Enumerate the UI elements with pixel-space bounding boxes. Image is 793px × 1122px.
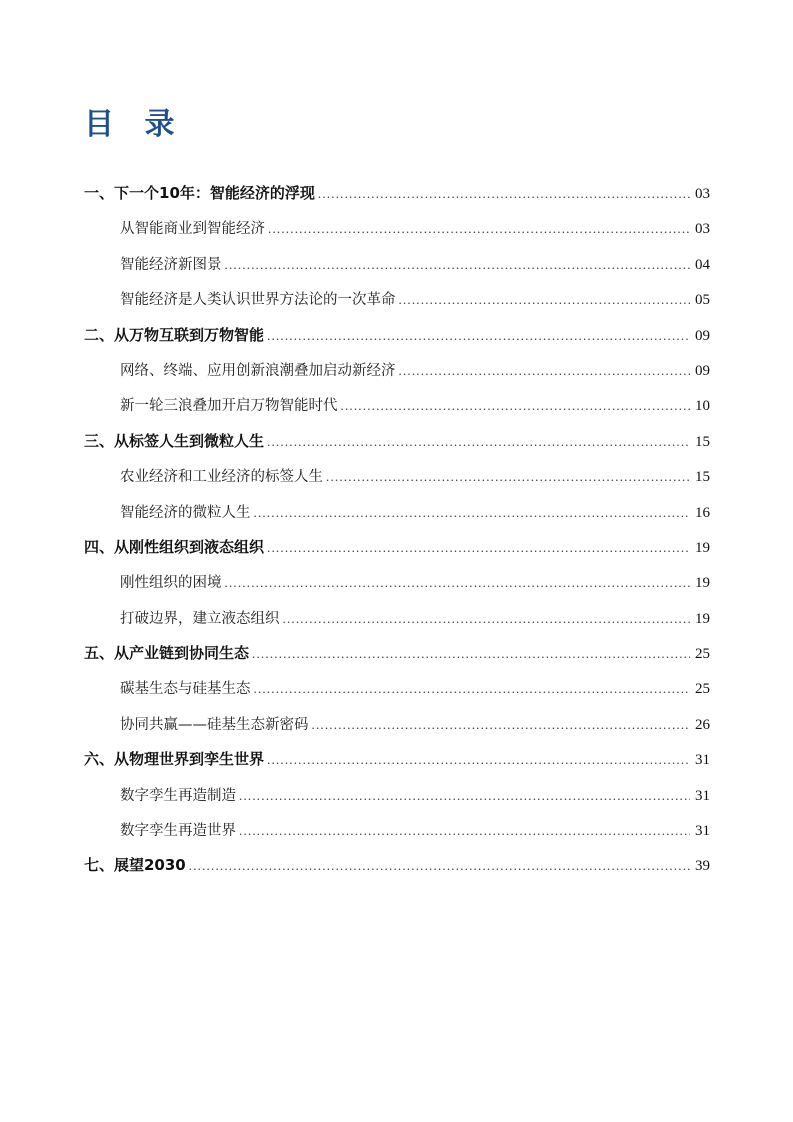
subsection-title: 网络、终端、应用创新浪潮叠加启动新经济 xyxy=(120,362,396,379)
toc-subsection-1-2[interactable] xyxy=(84,247,710,282)
dot-leader xyxy=(267,318,690,353)
section-title: 三、从标签人生到微粒人生 xyxy=(84,431,265,450)
subsection-title: 从智能商业到智能经济 xyxy=(120,221,265,238)
subsection-title: 协同共赢——硅基生态新密码 xyxy=(120,716,309,733)
dot-leader xyxy=(252,636,690,671)
dot-leader xyxy=(399,353,691,388)
page-number: 03 xyxy=(695,186,710,202)
dot-leader xyxy=(267,530,690,565)
page-number: 05 xyxy=(695,292,710,309)
section-title: 五、从产业链到协同生态 xyxy=(84,644,250,663)
page-number: 31 xyxy=(695,752,710,769)
page-number: 15 xyxy=(695,433,710,450)
toc-subsection-2-2[interactable] xyxy=(84,388,710,423)
toc-section-2[interactable] xyxy=(84,318,710,353)
toc-subsection-4-1[interactable] xyxy=(84,565,710,600)
toc-subsection-1-3[interactable] xyxy=(84,282,710,317)
subsection-title: 刚性组织的困境 xyxy=(120,575,222,592)
toc-subsection-3-2[interactable] xyxy=(84,495,710,530)
dot-leader xyxy=(239,778,690,813)
page-number: 25 xyxy=(695,646,710,663)
toc-subsection-5-1[interactable] xyxy=(84,671,710,706)
dot-leader xyxy=(189,848,690,883)
page-number: 09 xyxy=(695,327,710,344)
page-number: 31 xyxy=(695,787,710,804)
page-number: 15 xyxy=(695,469,710,486)
section-title: 二、从万物互联到万物智能 xyxy=(84,325,265,344)
page-number: 03 xyxy=(695,221,710,238)
page-number: 31 xyxy=(695,823,710,840)
section-title: 六、从物理世界到孪生世界 xyxy=(84,750,265,769)
dot-leader xyxy=(254,495,691,530)
dot-leader xyxy=(268,211,690,246)
toc-section-5[interactable] xyxy=(84,636,710,671)
toc-subsection-3-1[interactable] xyxy=(84,459,710,494)
subsection-title: 智能经济是人类认识世界方法论的一次革命 xyxy=(120,292,396,309)
toc-subsection-2-1[interactable] xyxy=(84,353,710,388)
subsection-title: 碳基生态与硅基生态 xyxy=(120,681,251,698)
dot-leader xyxy=(225,565,691,600)
toc-section-6[interactable] xyxy=(84,742,710,777)
page-title: 目 录 xyxy=(84,107,185,142)
section-title: 一、下一个10年：智能经济的浮现 xyxy=(84,184,315,202)
dot-leader xyxy=(283,601,691,636)
section-title: 四、从刚性组织到液态组织 xyxy=(84,537,265,556)
subsection-title: 智能经济的微粒人生 xyxy=(120,504,251,521)
toc-subsection-6-1[interactable] xyxy=(84,778,710,813)
dot-leader xyxy=(225,247,691,282)
page-number: 16 xyxy=(695,504,710,521)
page-number: 25 xyxy=(695,681,710,698)
toc-subsection-6-2[interactable] xyxy=(84,813,710,848)
toc-section-3[interactable] xyxy=(84,424,710,459)
toc-subsection-4-2[interactable] xyxy=(84,601,710,636)
toc-subsection-5-2[interactable] xyxy=(84,707,710,742)
page-number: 10 xyxy=(695,398,710,415)
dot-leader xyxy=(254,671,691,706)
subsection-title: 智能经济新图景 xyxy=(120,256,222,273)
toc-section-1[interactable] xyxy=(84,176,710,211)
page-number: 19 xyxy=(695,539,710,556)
page-number: 04 xyxy=(695,256,710,273)
page-number: 09 xyxy=(695,362,710,379)
toc-section-4[interactable] xyxy=(84,530,710,565)
section-title: 七、展望2030 xyxy=(84,856,186,875)
page-number: 19 xyxy=(695,575,710,592)
dot-leader xyxy=(318,176,690,211)
page-number: 19 xyxy=(695,610,710,627)
page-number: 26 xyxy=(695,716,710,733)
toc-section-7[interactable] xyxy=(84,848,710,883)
page-number: 39 xyxy=(695,858,710,875)
subsection-title: 打破边界，建立液态组织 xyxy=(120,610,280,627)
subsection-title: 数字孪生再造世界 xyxy=(120,823,236,840)
dot-leader xyxy=(267,742,690,777)
dot-leader xyxy=(312,707,691,742)
toc-subsection-1-1[interactable] xyxy=(84,211,710,246)
subsection-title: 新一轮三浪叠加开启万物智能时代 xyxy=(120,398,338,415)
subsection-title: 数字孪生再造制造 xyxy=(120,787,236,804)
dot-leader xyxy=(399,282,691,317)
dot-leader xyxy=(267,424,690,459)
dot-leader xyxy=(239,813,690,848)
subsection-title: 农业经济和工业经济的标签人生 xyxy=(120,469,323,486)
dot-leader xyxy=(341,388,691,423)
table-of-contents xyxy=(84,176,710,884)
dot-leader xyxy=(326,459,690,494)
